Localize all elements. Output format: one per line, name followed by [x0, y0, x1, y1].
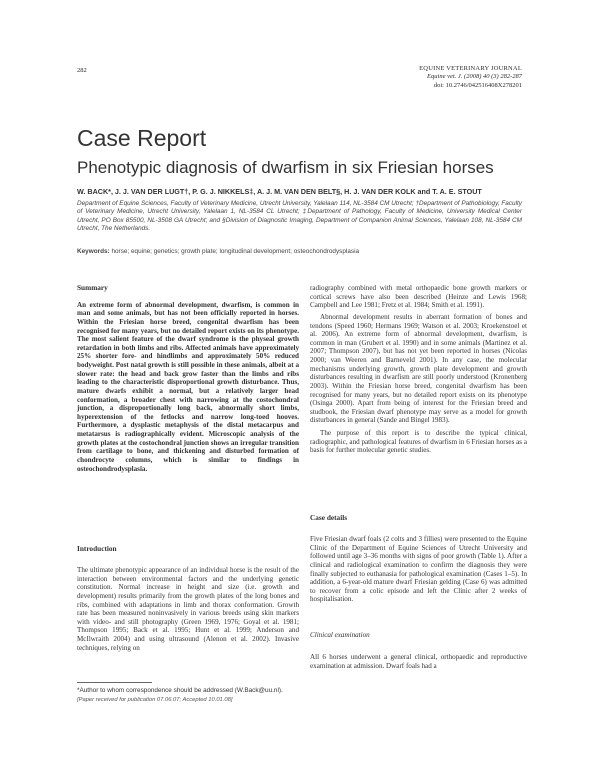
right-paragraph-3: The purpose of this report is to describe the typical clinical, radiographic, and pathological features of dwarfism in 6 Friesian horses as a basis for further molecular genetic studies.: [310, 429, 527, 455]
clinical-exam-heading: Clinical examination: [310, 631, 370, 639]
intro-heading: Introduction: [77, 544, 117, 553]
article-title: Phenotypic diagnosis of dwarfism in six Friesian horses: [77, 158, 494, 177]
clinical-exam-body: [310, 653, 527, 670]
intro-text: The ultimate phenotypic appearance of an individual horse is the result of the interaction between environmental factors and the underlying genetic constitution. Normal increase in height and size (i.e. growth and development) results primarily from the growth plates of the long bones and ribs, combined with adaptations in limb and thorax conformation. Growth rate has been measured noninvasively in various breeds using skin markers with video- and still photography (Green 1969, 1976; Goyal et al. 1981; Thompson 1995; Back et al. 1995; Hunt et al. 1999; Anderson and McIlwraith 2004) and using ultrasound (Alenon et al. 2002). Invasive techniques, relying on: [77, 566, 299, 652]
left-column: [77, 284, 299, 473]
correspondence-note: *Author to whom correspondence should be addressed (W.Back@uu.nl).: [77, 687, 283, 694]
case-details-heading: Case details: [310, 513, 348, 522]
page-number: 282: [77, 67, 87, 74]
right-column: [310, 284, 527, 455]
keywords-line: [77, 248, 522, 255]
summary-heading: Summary: [77, 283, 108, 292]
intro-section: [77, 545, 299, 554]
keywords-text: horse; equine; genetics; growth plate; longitudinal development; osteochondrodysplasia: [111, 248, 360, 255]
right-paragraph-1: radiography combined with metal orthopaedic bone growth markers or cortical screws have also been described (Heinze and Lewis 1968; Campbell and Lee 1981; Fretz et al. 1984; Smith et al. 1991).: [310, 284, 527, 310]
right-paragraph-2: Abnormal development results in aberrant formation of bones and tendons (Speed 1960; Hermans 1969; Watson et al. 2003; Kroekenstoel et al. 2006). An extreme form of abnormal development, dwarfism, is common in man (Grubert et al. 1990) and in some animals (Martinez et al. 2007; Thompson 2007), but has not yet been reported in horses (Nicolas 2000; van Weeren and Barneveld 2001). In any case, the molecular mechanisms underlying growth, growth plate development and growth disturbances resulting in dwarfism are still poorly understood (Kronenberg 2003). Within the Friesian horse breed, congenital dwarfism has been recognised for many years, but no detailed report exists on its phenotype (Osinga 2000). Apart from being of interest for the Friesian breed and studbook, the Friesian dwarf phenotype may serve as a model for growth disturbances in general (Sande and Bingel 1983).: [310, 312, 527, 425]
article-type-label: Case Report: [77, 125, 207, 151]
footnote-divider: [77, 682, 152, 683]
clinical-exam-section: [310, 631, 527, 640]
author-list: W. BACK*, J. J. VAN DER LUGT†, P. G. J. NIKKELS‡, A. J. M. VAN DEN BELT§, H. J. VAN DER KOLK and T. A. E. STOUT: [77, 187, 482, 196]
clinical-exam-text: All 6 horses underwent a general clinical, orthopaedic and reproductive examination at admission. Dwarf foals had a: [310, 653, 527, 670]
footnote: [77, 687, 522, 704]
journal-name: EQUINE VETERINARY JOURNAL: [419, 65, 522, 72]
doi: doi: 10.2746/042516408X278201: [433, 81, 522, 89]
case-details-body: [310, 535, 527, 604]
keywords-label: Keywords:: [77, 248, 110, 255]
intro-body: [77, 566, 299, 652]
summary-text: An extreme form of abnormal development, dwarfism, is common in man and some animals, but has not been officially reported in horses. Within the Friesian horse breed, congenital dwarfism has been recognised for many years, but no detailed report exists on its phenotype. The most salient feature of the dwarf syndrome is the physeal growth retardation in both limbs and ribs. Affected animals have approximately 25% shorter fore- and hindlimbs and approximately 50% reduced bodyweight. Post natal growth is still possible in these animals, albeit at a slower rate: the head and back grow faster than the limbs and ribs leading to the characteristic disproportional growth disturbance. Thus, mature dwarfs exhibit a normal, but a relatively larger head conformation, a broader chest with narrowing at the costochondral junction, a disproportionally long back, abnormally short limbs, hyperextension of the fetlocks and narrow long-toed hooves. Furthermore, a dysplastic metaphysis of the distal metacarpus and metatarsus is radiographically evident. Microscopic analysis of the growth plates at the costochondral junction shows an irregular transition from cartilage to bone, and thickening and disturbed formation of chondrocyte columns, which is similar to findings in osteochondrodysplasia.: [77, 300, 299, 473]
case-details-text: Five Friesian dwarf foals (2 colts and 3 fillies) were presented to the Equine Clinic of the Department of Equine Sciences of Utrecht University and followed until age 3–36 months with signs of poor growth (Table 1). After a clinical and radiological examination to confirm the diagnosis they were finally subjected to euthanasia for pathological examination (Cases 1–5). In addition, a 6-year-old mature dwarf Friesian gelding (Case 6) was admitted to recover from a colic episode and left the Clinic after 2 weeks of hospitalisation.: [310, 535, 527, 604]
journal-header: [222, 65, 522, 90]
journal-citation: Equine vet. J. (2008) 40 (3) 282-287: [427, 73, 522, 81]
affiliations: Department of Equine Sciences, Faculty of Veterinary Medicine, Utrecht University, Yalelaan 114, NL-3584 CM Utrecht; †Department of Pathobiology, Faculty of Veterinary Medicine, Utrecht University, Yalelaan 1, NL-3584 CL Utrecht; ‡Department of Pathology, Faculty of Medicine, University Medical Center Utrecht, PO Box 85500, NL-3508 GA Utrecht; and §Division of Diagnostic Imaging, Department of Companion Animal Sciences, Yalelaan 108, NL-3584 CM Utrecht, The Netherlands.: [77, 200, 522, 232]
case-details-section: [310, 514, 527, 523]
received-note: [Paper received for publication 07.06.07; Accepted 10.01.08]: [77, 696, 233, 703]
